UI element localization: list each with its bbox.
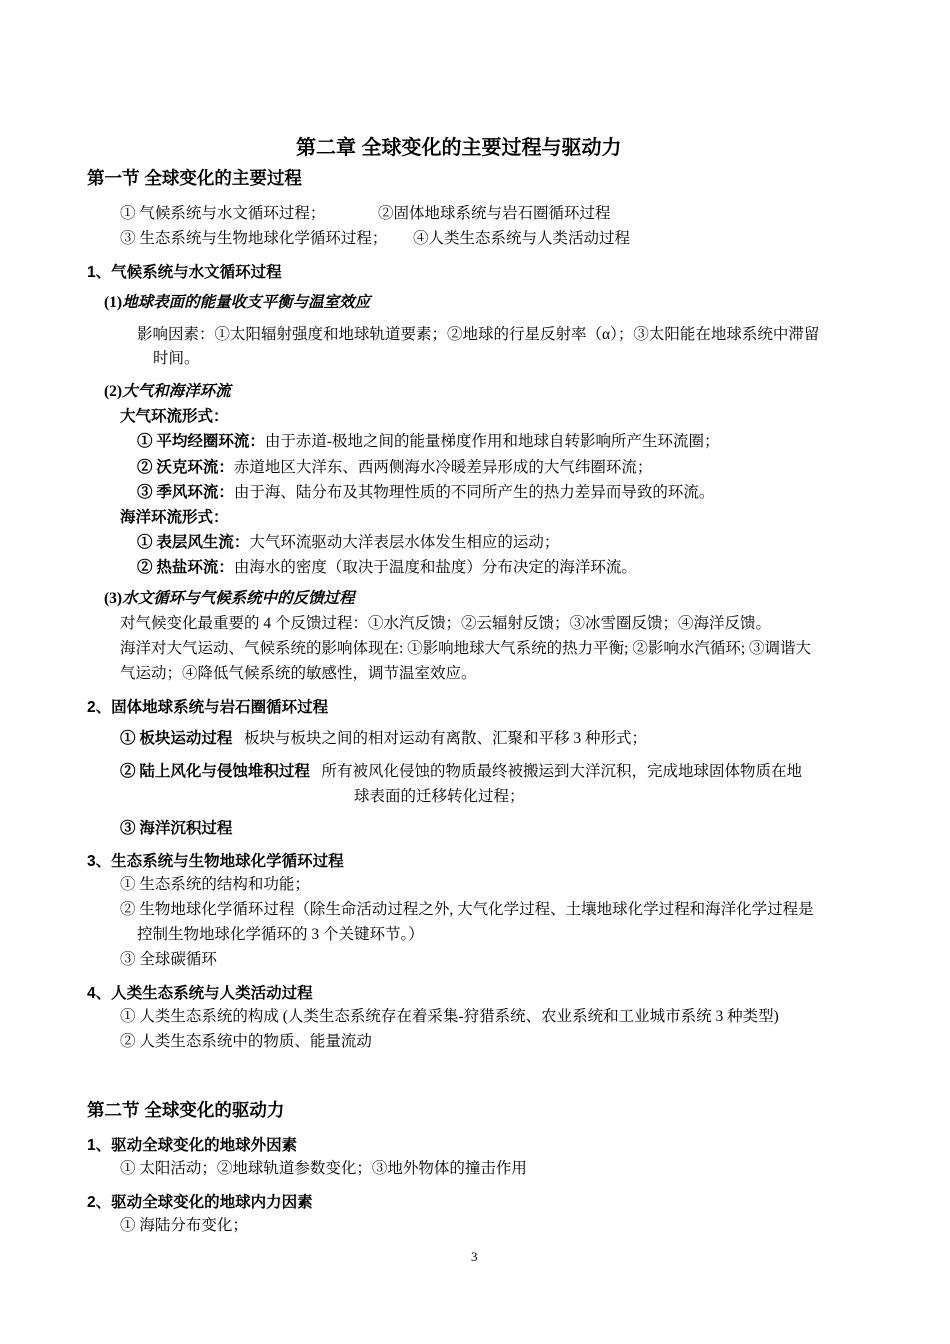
intro-item-4: ④人类生态系统与人类活动过程: [413, 230, 631, 247]
term: ① 平均经圈环流：: [137, 433, 265, 450]
term: ② 沃克环流：: [137, 459, 234, 476]
part-1-heading: 1、气候系统与水文循环过程: [87, 264, 282, 281]
intro-item-1: ① 气候系统与水文循环过程；: [120, 205, 326, 222]
definition: 由海水的密度（取决于温度和盐度）分布决定的海洋环流。: [233, 559, 637, 576]
intro-item-2: ②固体地球系统与岩石圈循环过程: [378, 205, 611, 222]
definition: 大气环流驱动大洋表层水体发生相应的运动；: [249, 534, 560, 551]
atmosphere-label: 大气环流形式：: [120, 408, 229, 425]
solid-earth-item-1: [120, 728, 647, 750]
atmosphere-item-1: [137, 431, 720, 453]
solid-earth-item-2: [120, 761, 802, 783]
term: ① 板块运动过程: [120, 730, 233, 747]
human-item-2: ② 人类生态系统中的物质、能量流动: [120, 1033, 372, 1050]
ocean-item-1: [137, 532, 559, 554]
subsection-1-heading: [104, 292, 370, 314]
intro-item-3: ③ 生态系统与生物地球化学循环过程；: [120, 230, 388, 247]
ecosystem-item-3: ③ 全球碳循环: [120, 951, 217, 968]
definition: 由于赤道-极地之间的能量梯度作用和地球自转影响所产生环流圈；: [264, 433, 720, 450]
feedback-line-3: 气运动；④降低气候系统的敏感性，调节温室效应。: [120, 665, 477, 682]
part-3-heading: 3、生态系统与生物地球化学循环过程: [87, 853, 344, 870]
subsection-2-heading: [104, 381, 231, 403]
chapter-title: 第二章 全球变化的主要过程与驱动力: [296, 137, 622, 159]
solid-earth-item-3: ③ 海洋沉积过程: [120, 820, 233, 837]
definition: 板块与板块之间的相对运动有离散、汇聚和平移 3 种形式；: [244, 730, 648, 747]
part-4-heading: 4、人类生态系统与人类活动过程: [87, 985, 313, 1002]
subsection-number: (3): [104, 590, 123, 607]
subsection-number: (1): [104, 294, 123, 311]
definition: 由于海、陆分布及其物理性质的不同所产生的热力差异而导致的环流。: [233, 484, 715, 501]
ecosystem-item-2: ② 生物地球化学循环过程（除生命活动过程之外, 大气化学过程、土壤地球化学过程和海洋化学过程是: [120, 901, 814, 918]
term: ① 表层风生流：: [137, 534, 250, 551]
human-item-1: ① 人类生态系统的构成 (人类生态系统存在着采集-狩猎系统、农业系统和工业城市系统 3 种类型): [120, 1008, 779, 1025]
definition: 所有被风化侵蚀的物质最终被搬运到大洋沉积，完成地球固体物质在地: [321, 763, 803, 780]
section-1-title: 第一节 全球变化的主要过程: [87, 168, 302, 188]
subsection-title: 大气和海洋环流: [122, 383, 231, 400]
atmosphere-item-2: [137, 457, 652, 479]
driver-2-heading: 2、驱动全球变化的地球内力因素: [87, 1194, 313, 1211]
subsection-title: 地球表面的能量收支平衡与温室效应: [122, 294, 371, 311]
section-2-title: 第二节 全球变化的驱动力: [87, 1100, 285, 1120]
feedback-line-2: 海洋对大气运动、气候系统的影响体现在: ①影响地球大气系统的热力平衡; ②影响水汽循环; ③调谐大: [120, 640, 812, 657]
definition: 赤道地区大洋东、西两侧海水冷暖差异形成的大气纬圈环流；: [233, 459, 653, 476]
subsection-number: (2): [104, 383, 123, 400]
factors-line-2: 时间。: [153, 350, 200, 367]
driver-1-heading: 1、驱动全球变化的地球外因素: [87, 1137, 298, 1154]
ocean-item-2: [137, 557, 637, 579]
solid-earth-item-2-cont: 球表面的迁移转化过程；: [354, 788, 525, 805]
page-number: 3: [471, 1249, 478, 1264]
term: ② 热盐环流：: [137, 559, 234, 576]
subsection-title: 水文循环与气候系统中的反馈过程: [122, 590, 355, 607]
term: ② 陆上风化与侵蚀堆积过程: [120, 763, 310, 780]
term: ③ 季风环流：: [137, 484, 234, 501]
driver-2-item: ① 海陆分布变化；: [120, 1217, 248, 1234]
subsection-3-heading: [104, 588, 355, 610]
driver-1-item: ① 太阳活动；②地球轨道参数变化；③地外物体的撞击作用: [120, 1160, 527, 1177]
atmosphere-item-3: [137, 482, 714, 504]
ocean-label: 海洋环流形式：: [120, 509, 229, 526]
feedback-line-1: 对气候变化最重要的 4 个反馈过程：①水汽反馈；②云辐射反馈；③冰雪圈反馈；④海洋反馈。: [120, 615, 772, 632]
ecosystem-item-2-cont: 控制生物地球化学循环的 3 个关键环节。）: [137, 926, 424, 943]
ecosystem-item-1: ① 生态系统的结构和功能；: [120, 876, 310, 893]
part-2-heading: 2、固体地球系统与岩石圈循环过程: [87, 699, 329, 716]
factors-line-1: 影响因素：①太阳辐射强度和地球轨道要素；②地球的行星反射率（α）；③太阳能在地球系统中滞留: [137, 326, 820, 343]
